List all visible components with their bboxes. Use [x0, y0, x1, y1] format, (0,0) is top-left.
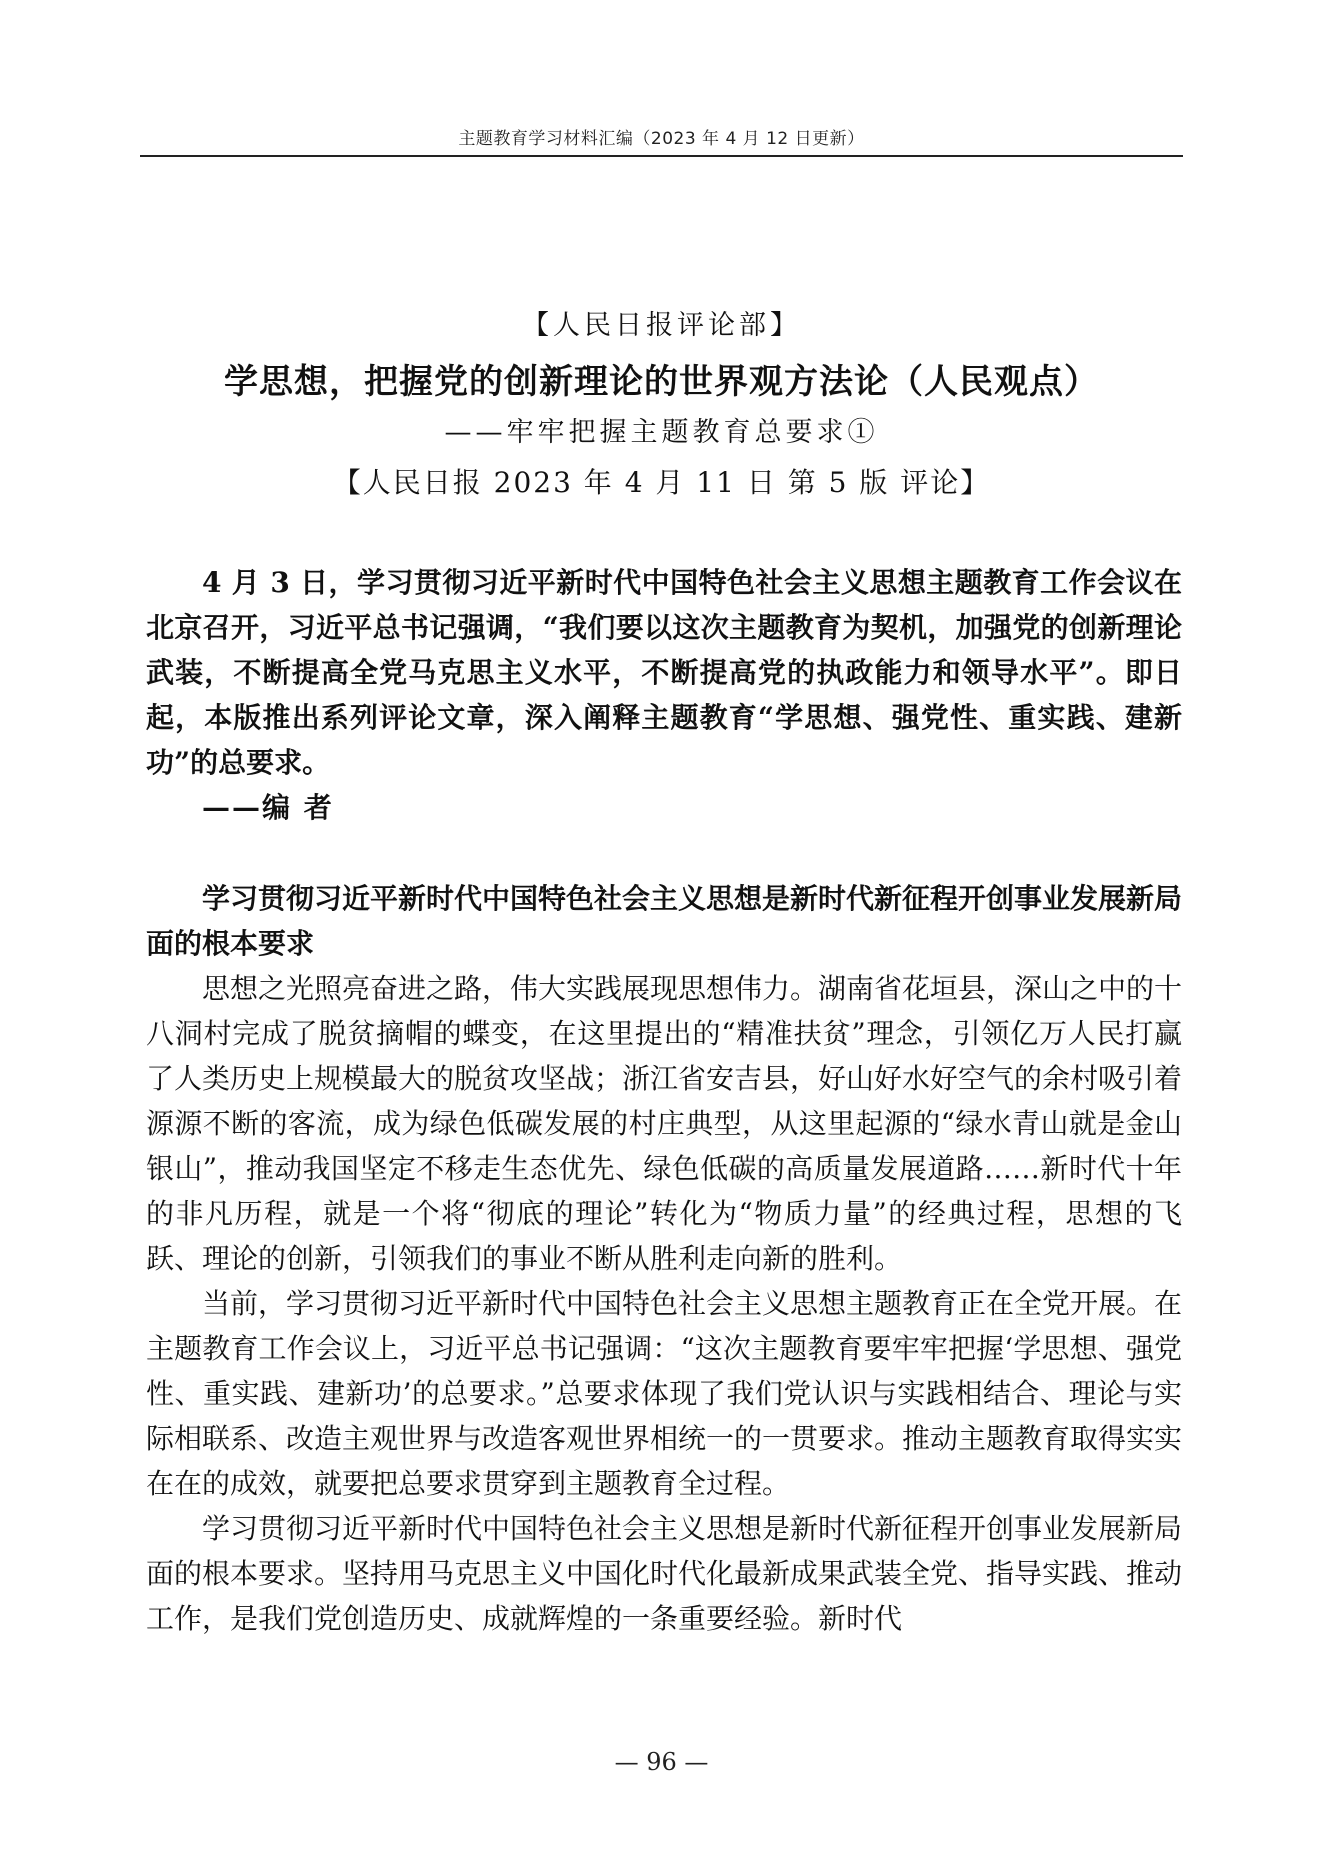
body-paragraph: 学习贯彻习近平新时代中国特色社会主义思想是新时代新征程开创事业发展新局面的根本要求。坚持用马克思主义中国化时代化最新成果武装全党、指导实践、推动工作，是我们党创造历史、成就辉煌的一条重要经验。新时代 — [146, 1512, 1183, 1635]
section-label: 【人民日报评论部】 — [522, 310, 801, 341]
article-subtitle: ——牢牢把握主题教育总要求① — [444, 417, 879, 448]
article-title: 学思想，把握党的创新理论的世界观方法论（人民观点） — [224, 362, 1099, 402]
editor-intro: 4 月 3 日，学习贯彻习近平新时代中国特色社会主义思想主题教育工作会议在北京召开，习近平总书记强调，“我们要以这次主题教育为契机，加强党的创新理论武装，不断提高全党马克思主义水平，不断提高党的执政能力和领导水平”。即日起，本版推出系列评论文章，深入阐释主题教育“学思想、强党性、重实践、建新功”的总要求。 — [146, 566, 1182, 779]
editor-signature: ——编 者 — [202, 791, 334, 824]
section-heading: 学习贯彻习近平新时代中国特色社会主义思想是新时代新征程开创事业发展新局面的根本要求 — [146, 882, 1183, 960]
article-title-block — [140, 306, 1183, 506]
article-body — [146, 560, 1182, 1641]
publication-info: 【人民日报 2023 年 4 月 11 日 第 5 版 评论】 — [332, 466, 991, 499]
page-number: — 96 — — [614, 1748, 709, 1776]
running-header: 主题教育学习材料汇编（2023 年 4 月 12 日更新） — [458, 129, 865, 149]
body-paragraph: 思想之光照亮奋进之路，伟大实践展现思想伟力。湖南省花垣县，深山之中的十八洞村完成了脱贫摘帽的蝶变，在这里提出的“精准扶贫”理念，引领亿万人民打赢了人类历史上规模最大的脱贫攻坚战；浙江省安吉县，好山好水好空气的余村吸引着源源不断的客流，成为绿色低碳发展的村庄典型，从这里起源的“绿水青山就是金山银山”，推动我国坚定不移走生态优先、绿色低碳的高质量发展道路……新时代十年的非凡历程，就是一个将“彻底的理论”转化为“物质力量”的经典过程，思想的飞跃、理论的创新，引领我们的事业不断从胜利走向新的胜利。 — [146, 972, 1183, 1275]
body-paragraph: 当前，学习贯彻习近平新时代中国特色社会主义思想主题教育正在全党开展。在主题教育工作会议上，习近平总书记强调：“这次主题教育要牢牢把握‘学思想、强党性、重实践、建新功’的总要求。”总要求体现了我们党认识与实践相结合、理论与实际相联系、改造主观世界与改造客观世界相统一的一贯要求。推动主题教育取得实实在在的成效，就要把总要求贯穿到主题教育全过程。 — [146, 1287, 1183, 1500]
header-divider — [140, 155, 1183, 157]
